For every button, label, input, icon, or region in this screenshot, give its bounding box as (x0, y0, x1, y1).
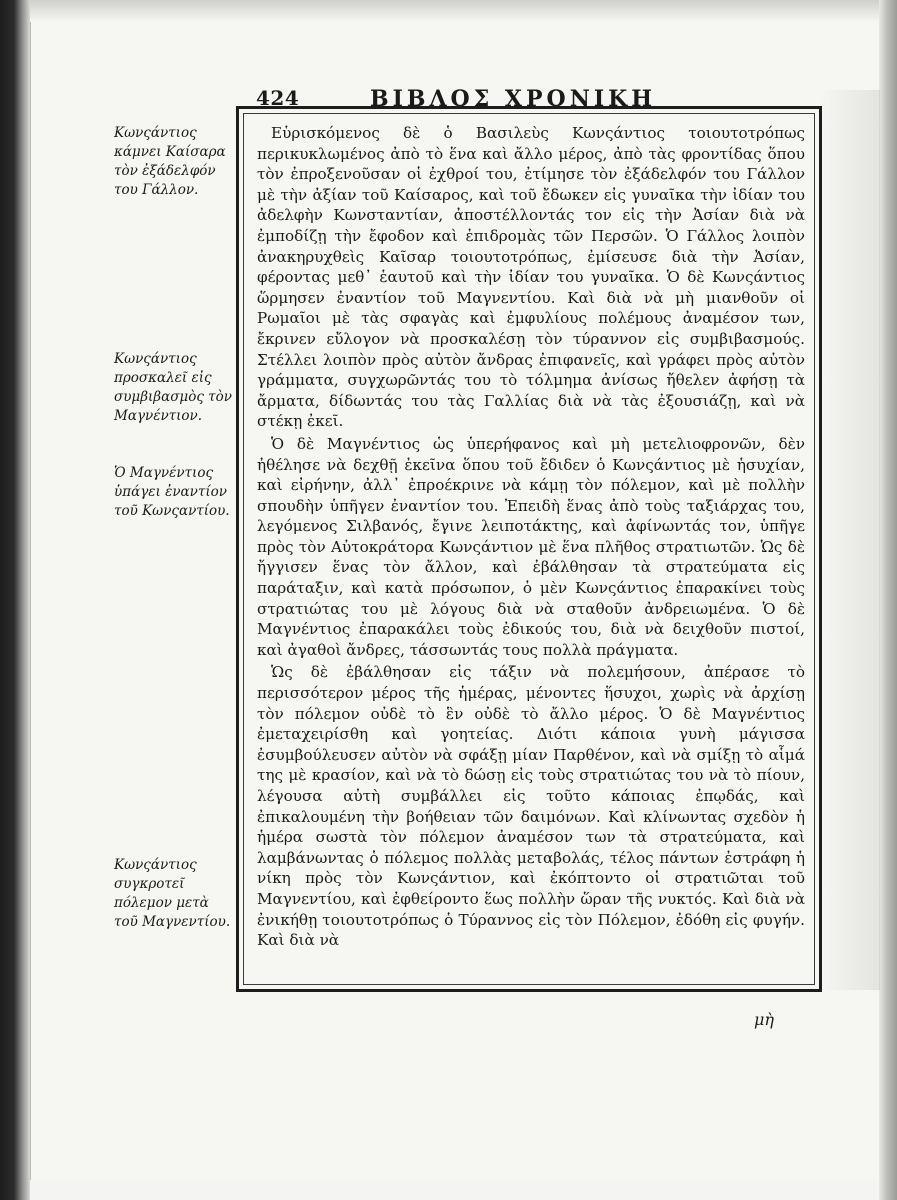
page-number: 424 (256, 86, 300, 110)
right-page-edge (879, 0, 897, 1200)
show-through-shadow (820, 90, 880, 990)
marginal-note: Κωνςάντιος συγκροτεῖ πόλεμον μετὰ τοῦ Μαγνεντίου. (114, 857, 231, 930)
marginal-note: Κωνςάντιος προσκαλεῖ εἰς συμβιβασμὸς τὸν Μαγνέντιον. (114, 351, 232, 424)
main-text-frame (236, 106, 822, 992)
marginal-note: Κωνςάντιος κάμνει Καίσαρα τὸν ἐξάδελφόν του Γάλλον. (114, 125, 226, 198)
main-text-body (257, 123, 805, 951)
marginal-note: Ὁ Μαγνέντιος ὑπάγει ἐναντίον τοῦ Κωνςαντίου. (114, 465, 230, 519)
paragraph: Εὑρισκόμενος δὲ ὁ Βασιλεὺς Κωνςάντιος τοιουτοτρόπως περικυκλωμένος ἀπὸ τὸ ἕνα καὶ ἄλλο μέρος, ἀπὸ τὰς φροντίδας ὅπου τὸν ἐπροξενοῦσαν οἱ ἐχθροί του, ἐτίμησε τὸν ἐξάδελφόν του Γάλλον μὲ τὴν ἀξίαν τοῦ Καίσαρος, καὶ τοῦ ἔδωκεν εἰς γυναῖκα τὴν ἰδίαν του ἀδελφὴν Κωνσταντίαν, ἀποστέλλοντάς τον εἰς τὴν Ἀσίαν διὰ νὰ ἐμποδίζῃ τὴν ἔφοδον καὶ ἐπιδρομὰς τῶν Περσῶν. Ὁ Γάλλος λοιπὸν ἀνακηρυχθεὶς Καῖσαρ τοιουτοτρόπως, ἐμίσευσε διὰ τὴν Ἀσίαν, φέροντας μεθ᾽ ἑαυτοῦ καὶ τὴν ἰδίαν του γυναῖκα. Ὁ δὲ Κωνςάντιος ὥρμησεν ἐναντίον τοῦ Μαγνεντίου. Καὶ διὰ νὰ μὴ μιανθοῦν οἱ Ρωμαῖοι μὲ τὰς σφαγὰς καὶ ἐμφυλίους πολέμους ἀναμέσον των, ἔκρινεν εὔλογον νὰ προσκαλέσῃ τὸν τύραννον εἰς συμβιβασμούς. Στέλλει λοιπὸν πρὸς αὐτὸν ἄνδρας ἐπιφανεῖς, καὶ γράφει πρὸς αὐτὸν γράμματα, συγχωρῶντάς του τὸ τόλμημα ἀνίσως ἤθελεν ἀφήσῃ τὰ ἄρματα, δίδωντάς του τὰς Γαλλίας διὰ νὰ τὰς ἐξουσιάζῃ, καὶ νὰ στέκῃ ἐκεῖ. (257, 124, 805, 431)
paragraph: Ὡς δὲ ἐβάλθησαν εἰς τάξιν νὰ πολεμήσουν, ἀπέρασε τὸ περισσότερον μέρος τῆς ἡμέρας, μένοντες ἥσυχοι, χωρὶς νὰ ἀρχίσῃ τὸν πόλεμον οὐδὲ τὸ ἓν οὐδὲ τὸ ἄλλο μέρος. Ὁ δὲ Μαγνέντιος ἐμεταχειρίσθη καὶ γοητείας. Διότι κάποια γυνὴ μάγισσα ἐσυμβούλευσεν αὐτὸν νὰ σφάξῃ μίαν Παρθένον, καὶ νὰ σμίξῃ τὸ αἷμά της μὲ κρασίον, καὶ νὰ τὸ δώσῃ εἰς τοὺς στρατιώτας του νὰ τὸ πίουν, λέγουσα αὐτὴ συμβάλλει εἰς τοῦτο κάποιας ἐπῳδάς, καὶ ἐπικαλουμένη τὴν βοήθειαν τῶν δαιμόνων. Καὶ κλίνωντας σχεδὸν ἡ ἡμέρα σωστὰ τὸν πόλεμον ἀναμέσον των τὰ στρατεύματα, καὶ λαμβάνωντας ὁ πόλεμος πολλὰς μεταβολάς, τέλος πάντων ἐστράφη ἡ νίκη πρὸς τὸν Κωνςάντιον, καὶ ἐκόπτοντο οἱ στρατιῶται τοῦ Μαγνεντίου, καὶ ἐφθείροντο ἕως πολλὴν ὥραν τῆς νυκτός. Καὶ διὰ νὰ ἐνικήθῃ τοιουτοτρόπως ὁ Τύραννος εἰς τὸν Πόλεμον, ἐδόθη εἰς φυγήν. Καὶ διὰ νὰ (257, 663, 805, 950)
paragraph: Ὁ δὲ Μαγνέντιος ὡς ὑπερήφανος καὶ μὴ μετελιοφρονῶν, δὲν ἠθέλησε νὰ δεχθῇ ἐκεῖνα ὅπου τοῦ ἔδιδεν ὁ Κωνςάντιος μὲ ἡσυχίαν, καὶ εἰρήνην, ἀλλ᾽ ἐπροέκρινε νὰ κάμῃ τὸν πόλεμον, καὶ μὲ πολλὴν σπουδὴν ὑπῆγεν ἐναντίον του. Ἐπειδὴ ἕνας ἀπὸ τοὺς ταξιάρχας του, λεγόμενος Σιλβανός, ἔγινε λειποτάκτης, καὶ ἀφίνωντάς τον, ὑπῆγε πρὸς τὸν Αὐτοκράτορα Κωνςάντιον μὲ ἕνα πλῆθος στρατιωτῶν. Ὡς δὲ ἤγγισεν ἕνας τὸν ἄλλον, καὶ ἐβάλθησαν τὰ στρατεύματα εἰς παράταξιν, καὶ κατὰ πρόσωπον, ὁ μὲν Κωνςάντιος ἐπαρακίνει τοὺς στρατιώτας του μὲ λόγους διὰ νὰ σταθοῦν ἀνδρειωμένα. Ὁ δὲ Μαγνέντιος ἐπαρακάλει τοὺς ἐδικούς του, διὰ νὰ δειχθοῦν πιστοί, καὶ ἀγαθοὶ ἄνδρες, τάσσωντάς τους πολλὰ πράγματα. (257, 434, 805, 659)
top-page-shadow (30, 0, 880, 22)
catchword: μὴ (754, 1010, 774, 1029)
running-title: ΒΙΒΛΟΣ ΧΡΟΝΙΚΗ (370, 86, 657, 112)
book-binding-edge (0, 0, 30, 1200)
